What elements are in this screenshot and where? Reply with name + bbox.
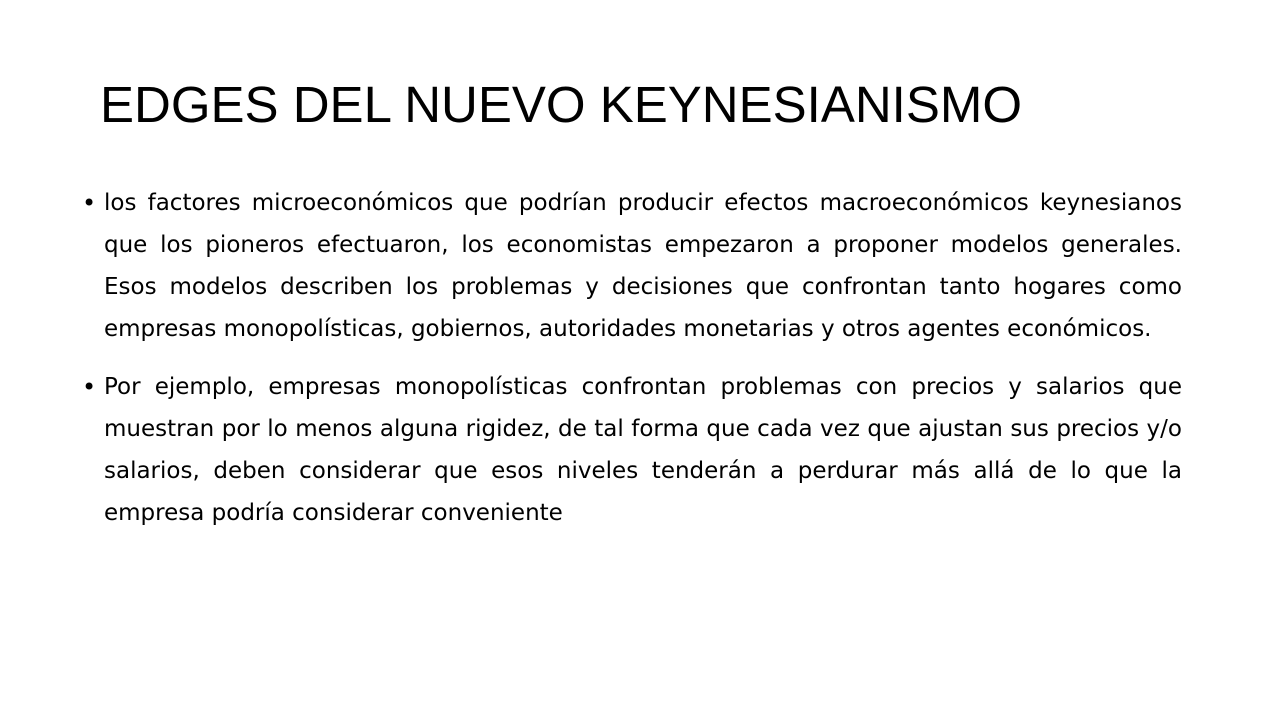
bullet-dot-icon: • xyxy=(82,373,97,401)
bullet-item xyxy=(82,182,1182,350)
bullet-text: los factores microeconómicos que podrían producir efectos macroeconómicos keynesianos que los pioneros efectuaron, los economistas empezaron a proponer modelos generales. Esos modelos describen los problemas y decisiones que confrontan tanto hogares como empresas monopolísticas, gobiernos, autoridades monetarias y otros agentes económicos. xyxy=(104,190,1182,342)
bullet-dot-icon: • xyxy=(82,189,97,217)
slide-title: EDGES DEL NUEVO KEYNESIANISMO xyxy=(100,76,1023,133)
bullet-item xyxy=(82,366,1182,534)
bullet-text: Por ejemplo, empresas monopolísticas confrontan problemas con precios y salarios que muestran por lo menos alguna rigidez, de tal forma que cada vez que ajustan sus precios y/o salarios, deben considerar que esos niveles tenderán a perdurar más allá de lo que la empresa podría considerar conveniente xyxy=(104,374,1182,526)
bullet-list xyxy=(82,182,1182,550)
